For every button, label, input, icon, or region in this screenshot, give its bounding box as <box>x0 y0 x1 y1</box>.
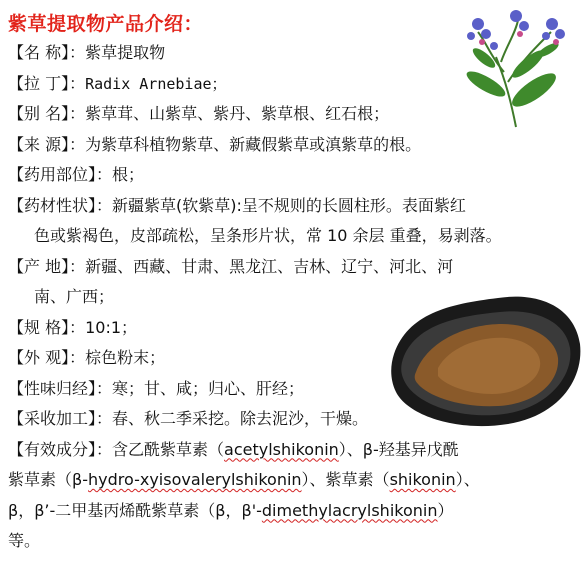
value-harvest: 春、秋二季采挖。除去泥沙，干燥。 <box>112 409 369 428</box>
label-source: 【来 源】： <box>8 134 86 154</box>
value-latin: Radix Arnebiae； <box>85 74 227 93</box>
label-effect: 【有效成分】： <box>8 439 113 459</box>
row-taste <box>8 374 584 405</box>
value-origin-continued: 南、广西； <box>34 287 115 306</box>
label-harvest: 【采收加工】： <box>8 409 113 428</box>
term-dimethylacrylshikonin: dimethylacrylshikonin <box>261 500 438 520</box>
value-origin: 新疆、西藏、甘肃、黑龙江、吉林、辽宁、河北、河 <box>85 256 454 276</box>
value-trait-continued: 色或紫褐色，皮部疏松，呈条形片状，常 10 余层 重叠，易剥落。 <box>34 226 502 245</box>
row-origin <box>8 252 584 283</box>
value-effect-part2: ）、β-羟基异戊酰 <box>338 439 459 459</box>
row-name <box>8 38 584 69</box>
label-origin: 【产 地】： <box>8 256 86 276</box>
row-latin <box>8 69 584 100</box>
value-effect-part3: 紫草素（β- <box>8 470 88 489</box>
term-shikonin: shikonin <box>389 470 456 489</box>
value-effect-part1: 含乙酰紫草素（ <box>112 439 225 459</box>
label-alias: 【别 名】： <box>8 104 86 123</box>
term-acetylshikonin: acetylshikonin <box>224 439 339 459</box>
value-effect-part8: 等。 <box>8 531 41 550</box>
row-look <box>8 343 584 374</box>
value-effect-part6: β，β’-二甲基丙烯酰紫草素（β，β'- <box>8 500 262 520</box>
value-look: 棕色粉末； <box>85 348 166 367</box>
label-look: 【外 观】： <box>8 348 86 367</box>
row-effect-line2 <box>8 465 584 496</box>
row-trait <box>8 191 584 222</box>
value-name: 紫草提取物 <box>85 43 166 62</box>
value-effect-part4: ）、紫草素（ <box>301 470 390 489</box>
value-trait: 新疆紫草(软紫草):呈不规则的长圆柱形。表面紫红 <box>112 195 466 215</box>
row-source <box>8 130 584 161</box>
label-name: 【名 称】： <box>8 43 86 62</box>
row-origin-continued <box>8 282 584 313</box>
row-spec <box>8 313 584 344</box>
row-effect-line4 <box>8 526 584 557</box>
value-alias: 紫草茸、山紫草、紫丹、紫草根、红石根； <box>85 104 390 123</box>
row-effect-line3 <box>8 496 584 527</box>
term-hydroxyisovalerylshikonin: hydro-xyisovalerylshikonin <box>88 470 302 489</box>
label-part: 【药用部位】： <box>8 165 113 184</box>
row-part <box>8 160 584 191</box>
label-latin: 【拉 丁】： <box>8 73 86 93</box>
value-taste: 寒；甘、咸；归心、肝经； <box>112 378 305 398</box>
row-alias <box>8 99 584 130</box>
value-part: 根； <box>112 165 145 184</box>
row-trait-continued <box>8 221 584 252</box>
label-spec: 【规 格】： <box>8 317 86 337</box>
row-effect <box>8 435 584 466</box>
label-trait: 【药材性状】： <box>8 195 113 215</box>
label-taste: 【性味归经】： <box>8 378 113 398</box>
value-effect-part5: ）、 <box>455 470 480 489</box>
value-effect-part7: ） <box>437 500 454 520</box>
product-attribute-list <box>8 38 584 557</box>
row-harvest <box>8 404 584 435</box>
value-spec: 10:1； <box>85 317 138 337</box>
page-title: 紫草提取物产品介绍： <box>8 13 204 35</box>
value-source: 为紫草科植物紫草、新藏假紫草或滇紫草的根。 <box>85 134 422 154</box>
